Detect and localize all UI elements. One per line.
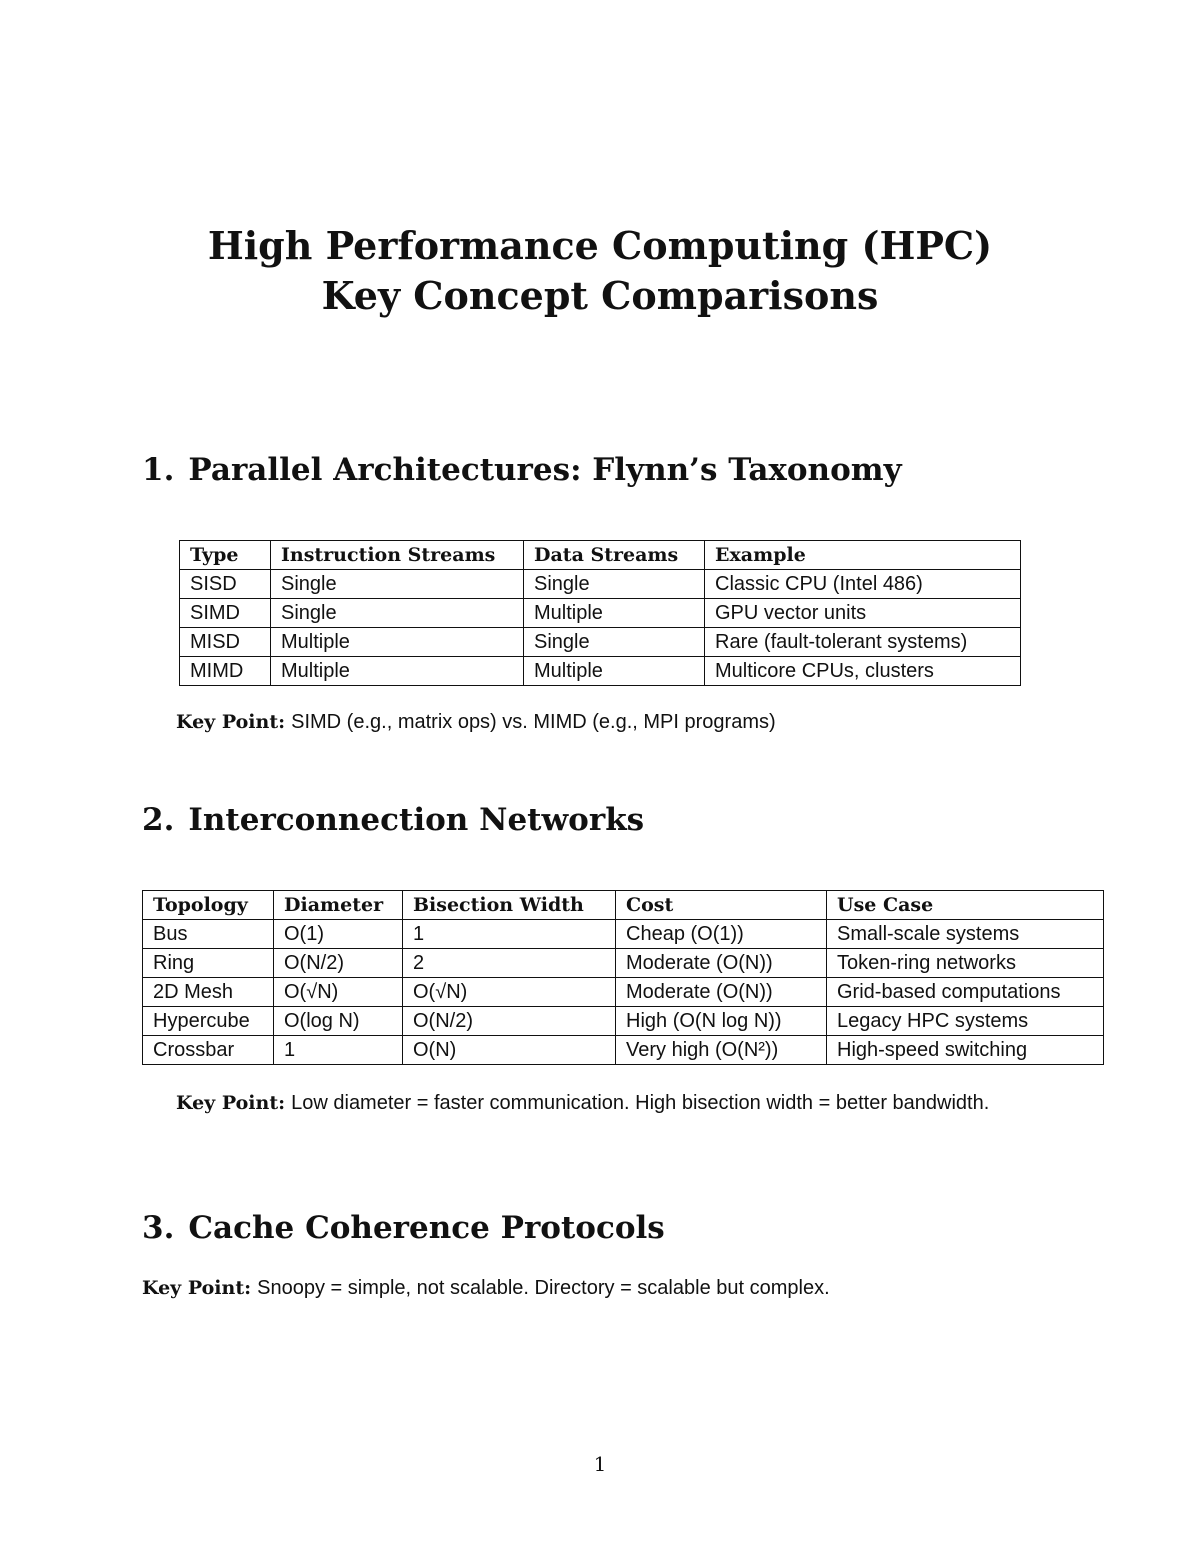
- table-cell: Multicore CPUs, clusters: [705, 657, 1021, 686]
- table-cell: Moderate (O(N)): [616, 978, 827, 1007]
- document-title-line-1: High Performance Computing (HPC): [207, 223, 993, 268]
- table-cell: 2D Mesh: [143, 978, 274, 1007]
- document-title-line-2: Key Concept Comparisons: [321, 273, 879, 318]
- table-cell: 1: [403, 920, 616, 949]
- section-2-key-point: [142, 1088, 1060, 1118]
- interconnection-networks-table: [142, 890, 1104, 1065]
- table-cell: O(N/2): [274, 949, 403, 978]
- table-cell: SIMD: [180, 599, 271, 628]
- table-cell: O(log N): [274, 1007, 403, 1036]
- section-1-title: Parallel Architectures: Flynn’s Taxonomy: [188, 452, 902, 488]
- table-cell: 2: [403, 949, 616, 978]
- flynn-taxonomy-table: [179, 540, 1021, 686]
- table-cell: High-speed switching: [827, 1036, 1104, 1065]
- column-header: Topology: [143, 891, 274, 920]
- column-header: Instruction Streams: [271, 541, 524, 570]
- table-cell: High (O(N log N)): [616, 1007, 827, 1036]
- table-row: [143, 949, 1104, 978]
- table-row: [180, 657, 1021, 686]
- column-header: Data Streams: [524, 541, 705, 570]
- table-cell: MIMD: [180, 657, 271, 686]
- section-3-number: 3.: [142, 1210, 175, 1246]
- page-number: 1: [593, 1452, 607, 1476]
- table-cell: Crossbar: [143, 1036, 274, 1065]
- column-header: Example: [705, 541, 1021, 570]
- key-point-label: Key Point:: [142, 1277, 252, 1299]
- section-1-key-point: [176, 707, 776, 737]
- section-3-title: Cache Coherence Protocols: [188, 1210, 665, 1246]
- table-cell: Single: [524, 628, 705, 657]
- table-cell: Multiple: [524, 599, 705, 628]
- column-header: Bisection Width: [403, 891, 616, 920]
- section-2-heading: [142, 800, 644, 840]
- section-1-heading: [142, 450, 902, 490]
- table-cell: Hypercube: [143, 1007, 274, 1036]
- table-cell: Cheap (O(1)): [616, 920, 827, 949]
- table-cell: Single: [271, 599, 524, 628]
- section-3-heading: [142, 1208, 665, 1248]
- table-row: [143, 1007, 1104, 1036]
- key-point-text: Low diameter = faster communication. High bisection width = better bandwidth.: [291, 1092, 990, 1114]
- table-cell: Multiple: [271, 657, 524, 686]
- table-cell: Legacy HPC systems: [827, 1007, 1104, 1036]
- table-row: [180, 599, 1021, 628]
- table-cell: Bus: [143, 920, 274, 949]
- table-cell: Small-scale systems: [827, 920, 1104, 949]
- table-header-row: [180, 541, 1021, 570]
- key-point-text: Snoopy = simple, not scalable. Directory = scalable but complex.: [257, 1277, 830, 1299]
- table-cell: Multiple: [271, 628, 524, 657]
- table-header-row: [143, 891, 1104, 920]
- column-header: Diameter: [274, 891, 403, 920]
- table-row: [143, 1036, 1104, 1065]
- table-cell: O(√N): [274, 978, 403, 1007]
- section-1-number: 1.: [142, 452, 175, 488]
- key-point-label: Key Point:: [176, 1092, 286, 1114]
- table-cell: 1: [274, 1036, 403, 1065]
- table-cell: O(1): [274, 920, 403, 949]
- column-header: Use Case: [827, 891, 1104, 920]
- table-cell: SISD: [180, 570, 271, 599]
- table-cell: Grid-based computations: [827, 978, 1104, 1007]
- table-cell: Ring: [143, 949, 274, 978]
- table-cell: O(N/2): [403, 1007, 616, 1036]
- table-cell: O(N): [403, 1036, 616, 1065]
- column-header: Type: [180, 541, 271, 570]
- column-header: Cost: [616, 891, 827, 920]
- table-cell: Token-ring networks: [827, 949, 1104, 978]
- section-2-number: 2.: [142, 802, 175, 838]
- table-cell: Single: [524, 570, 705, 599]
- key-point-text: SIMD (e.g., matrix ops) vs. MIMD (e.g., MPI programs): [291, 711, 776, 733]
- table-cell: Single: [271, 570, 524, 599]
- section-3-key-point: [142, 1273, 830, 1303]
- table-row: [180, 570, 1021, 599]
- section-2-title: Interconnection Networks: [188, 802, 645, 838]
- table-row: [143, 978, 1104, 1007]
- key-point-label: Key Point:: [176, 711, 286, 733]
- table-cell: Multiple: [524, 657, 705, 686]
- table-cell: Classic CPU (Intel 486): [705, 570, 1021, 599]
- table-cell: Very high (O(N²)): [616, 1036, 827, 1065]
- table-row: [180, 628, 1021, 657]
- table-cell: Moderate (O(N)): [616, 949, 827, 978]
- table-cell: GPU vector units: [705, 599, 1021, 628]
- table-cell: Rare (fault-tolerant systems): [705, 628, 1021, 657]
- table-cell: MISD: [180, 628, 271, 657]
- table-cell: O(√N): [403, 978, 616, 1007]
- table-row: [143, 920, 1104, 949]
